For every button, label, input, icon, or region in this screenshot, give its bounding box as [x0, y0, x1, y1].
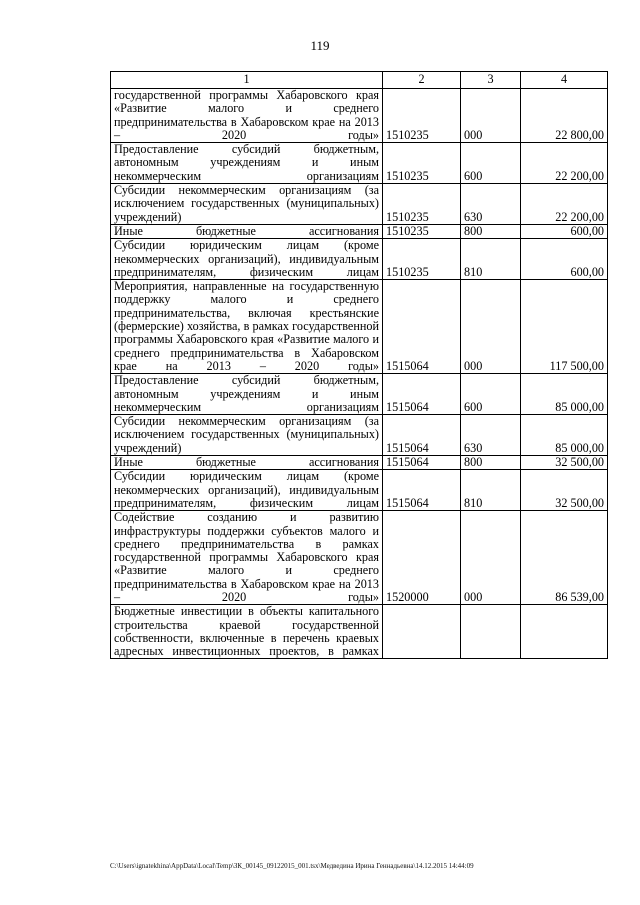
row-type: 800	[461, 456, 521, 470]
row-amount: 32 500,00	[521, 456, 608, 470]
row-type: 630	[461, 184, 521, 225]
row-code: 1510235	[383, 143, 461, 184]
table-header-row	[111, 72, 608, 89]
table-row	[111, 374, 608, 415]
table-row	[111, 605, 608, 659]
row-amount: 32 500,00	[521, 470, 608, 511]
budget-table	[110, 71, 608, 659]
row-name: Субсидии юридическим лицам (кроме некоммерческих организаций), индивидуальным предпринимателям, физическим лицам	[111, 470, 383, 511]
column-header-2: 2	[383, 72, 461, 89]
row-type: 800	[461, 224, 521, 238]
row-type	[461, 605, 521, 659]
table-row	[111, 89, 608, 143]
row-type: 810	[461, 239, 521, 280]
row-code: 1510235	[383, 224, 461, 238]
row-amount: 85 000,00	[521, 374, 608, 415]
row-code: 1520000	[383, 511, 461, 605]
row-name: Предоставление субсидий бюджетным, автономным учреждениям и иным некоммерческим организациям	[111, 143, 383, 184]
row-type: 000	[461, 89, 521, 143]
row-type: 810	[461, 470, 521, 511]
row-code: 1510235	[383, 89, 461, 143]
table-row	[111, 415, 608, 456]
row-name: Мероприятия, направленные на государственную поддержку малого и среднего предпринимательства, включая крестьянские (фермерские) хозяйства, в рамках государственной программы Хабаровского края «Развитие малого и среднего предпринимательства в Хабаровском крае на 2013 – 2020 годы»	[111, 280, 383, 374]
row-amount	[521, 605, 608, 659]
row-type: 000	[461, 511, 521, 605]
row-code: 1515064	[383, 280, 461, 374]
file-path-footer: C:\Users\ignatekhina\AppData\Local\Temp\ЗК_00145_09122015_001.tsx\Медведина Ирина Геннадьевна\14.12.2015 14:44:09	[110, 862, 474, 870]
column-header-1: 1	[111, 72, 383, 89]
row-code: 1515064	[383, 415, 461, 456]
table-row	[111, 280, 608, 374]
row-name: Субсидии некоммерческим организациям (за исключением государственных (муниципальных) учреждений)	[111, 184, 383, 225]
row-name: Предоставление субсидий бюджетным, автономным учреждениям и иным некоммерческим организациям	[111, 374, 383, 415]
table-row	[111, 143, 608, 184]
row-name: Иные бюджетные ассигнования	[111, 456, 383, 470]
row-code: 1515064	[383, 374, 461, 415]
row-name: Бюджетные инвестиции в объекты капитального строительства краевой государственной собственности, включенные в перечень краевых адресных инвестиционных проектов, в рамках	[111, 605, 383, 659]
row-type: 000	[461, 280, 521, 374]
row-amount: 86 539,00	[521, 511, 608, 605]
column-header-4: 4	[521, 72, 608, 89]
row-code	[383, 605, 461, 659]
row-name: Субсидии юридическим лицам (кроме некоммерческих организаций), индивидуальным предпринимателям, физическим лицам	[111, 239, 383, 280]
page-number: 119	[310, 38, 330, 53]
row-type: 630	[461, 415, 521, 456]
table-row	[111, 511, 608, 605]
table-row	[111, 470, 608, 511]
table-row	[111, 184, 608, 225]
row-name: Содействие созданию и развитию инфраструктуры поддержки субъектов малого и среднего предпринимательства в рамках государственной программы Хабаровского края «Развитие малого и среднего предпринимательства в Хабаровском крае на 2013 – 2020 годы»	[111, 511, 383, 605]
table-row	[111, 239, 608, 280]
column-header-3: 3	[461, 72, 521, 89]
table-row	[111, 224, 608, 238]
row-amount: 85 000,00	[521, 415, 608, 456]
row-type: 600	[461, 143, 521, 184]
row-code: 1515064	[383, 470, 461, 511]
row-code: 1510235	[383, 239, 461, 280]
row-amount: 22 200,00	[521, 143, 608, 184]
row-amount: 22 200,00	[521, 184, 608, 225]
row-name: Субсидии некоммерческим организациям (за исключением государственных (муниципальных) учреждений)	[111, 415, 383, 456]
row-name: Иные бюджетные ассигнования	[111, 224, 383, 238]
row-amount: 600,00	[521, 239, 608, 280]
row-type: 600	[461, 374, 521, 415]
table-row	[111, 456, 608, 470]
row-amount: 117 500,00	[521, 280, 608, 374]
row-amount: 22 800,00	[521, 89, 608, 143]
row-name: государственной программы Хабаровского края «Развитие малого и среднего предпринимательства в Хабаровском крае на 2013 – 2020 годы»	[111, 89, 383, 143]
row-code: 1510235	[383, 184, 461, 225]
row-code: 1515064	[383, 456, 461, 470]
row-amount: 600,00	[521, 224, 608, 238]
